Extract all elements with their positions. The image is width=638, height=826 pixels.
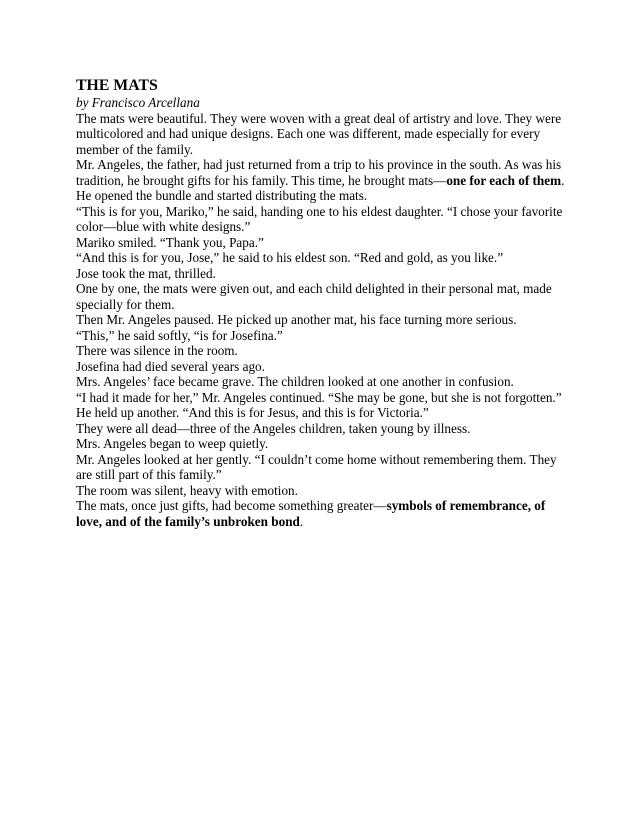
story-title: THE MATS (76, 77, 158, 94)
paragraph: “I had it made for her,” Mr. Angeles continued. “She may be gone, but she is not forgotten.” (76, 389, 562, 405)
paragraph: Mrs. Angeles’ face became grave. The children looked at one another in confusion. (76, 374, 514, 389)
emphasis-text: one for each of them (446, 172, 562, 188)
paragraph: “This,” he said softly, “is for Josefina.” (76, 327, 283, 343)
paragraph: Mariko smiled. “Thank you, Papa.” (76, 234, 264, 250)
paragraph: Mr. Angeles, the father, had just returned from a trip to his province in the south. As was his tradition, he brought gifts for his family. This time, he brought mats—one for each of them. (76, 157, 565, 188)
paragraph: Mr. Angeles looked at her gently. “I couldn’t come home without remembering them. They are still part of this family.” (76, 451, 557, 482)
paragraph: “This is for you, Mariko,” he said, handing one to his eldest daughter. “I chose your favorite color—blue with white designs.” (76, 203, 563, 234)
paragraph: The mats were beautiful. They were woven with a great deal of artistry and love. They were multicolored and had unique designs. Each one was different, made especially for every member of the family. (76, 110, 562, 157)
paragraph: Josefina had died several years ago. (76, 358, 265, 374)
paragraph: The mats, once just gifts, had become something greater—symbols of remembrance, of love, and of the family’s unbroken bond. (76, 498, 546, 529)
paragraph: They were all dead—three of the Angeles children, taken young by illness. (76, 420, 471, 436)
paragraph: One by one, the mats were given out, and each child delighted in their personal mat, made specially for them. (76, 281, 552, 312)
paragraph: The room was silent, heavy with emotion. (76, 482, 298, 498)
paragraph: Mrs. Angeles began to weep quietly. (76, 436, 269, 451)
paragraph: “And this is for you, Jose,” he said to his eldest son. “Red and gold, as you like.” (76, 250, 504, 265)
paragraph: He opened the bundle and started distributing the mats. (76, 188, 368, 203)
emphasis-text: symbols of remembrance, of love, and of the family’s unbroken bond (76, 498, 546, 529)
author-byline: by Francisco Arcellana (76, 95, 200, 110)
document-page (76, 76, 568, 529)
paragraph: Jose took the mat, thrilled. (76, 265, 216, 281)
paragraph: He held up another. “And this is for Jesus, and this is for Victoria.” (76, 405, 429, 420)
paragraph: There was silence in the room. (76, 343, 238, 358)
paragraph: Then Mr. Angeles paused. He picked up another mat, his face turning more serious. (76, 312, 517, 327)
